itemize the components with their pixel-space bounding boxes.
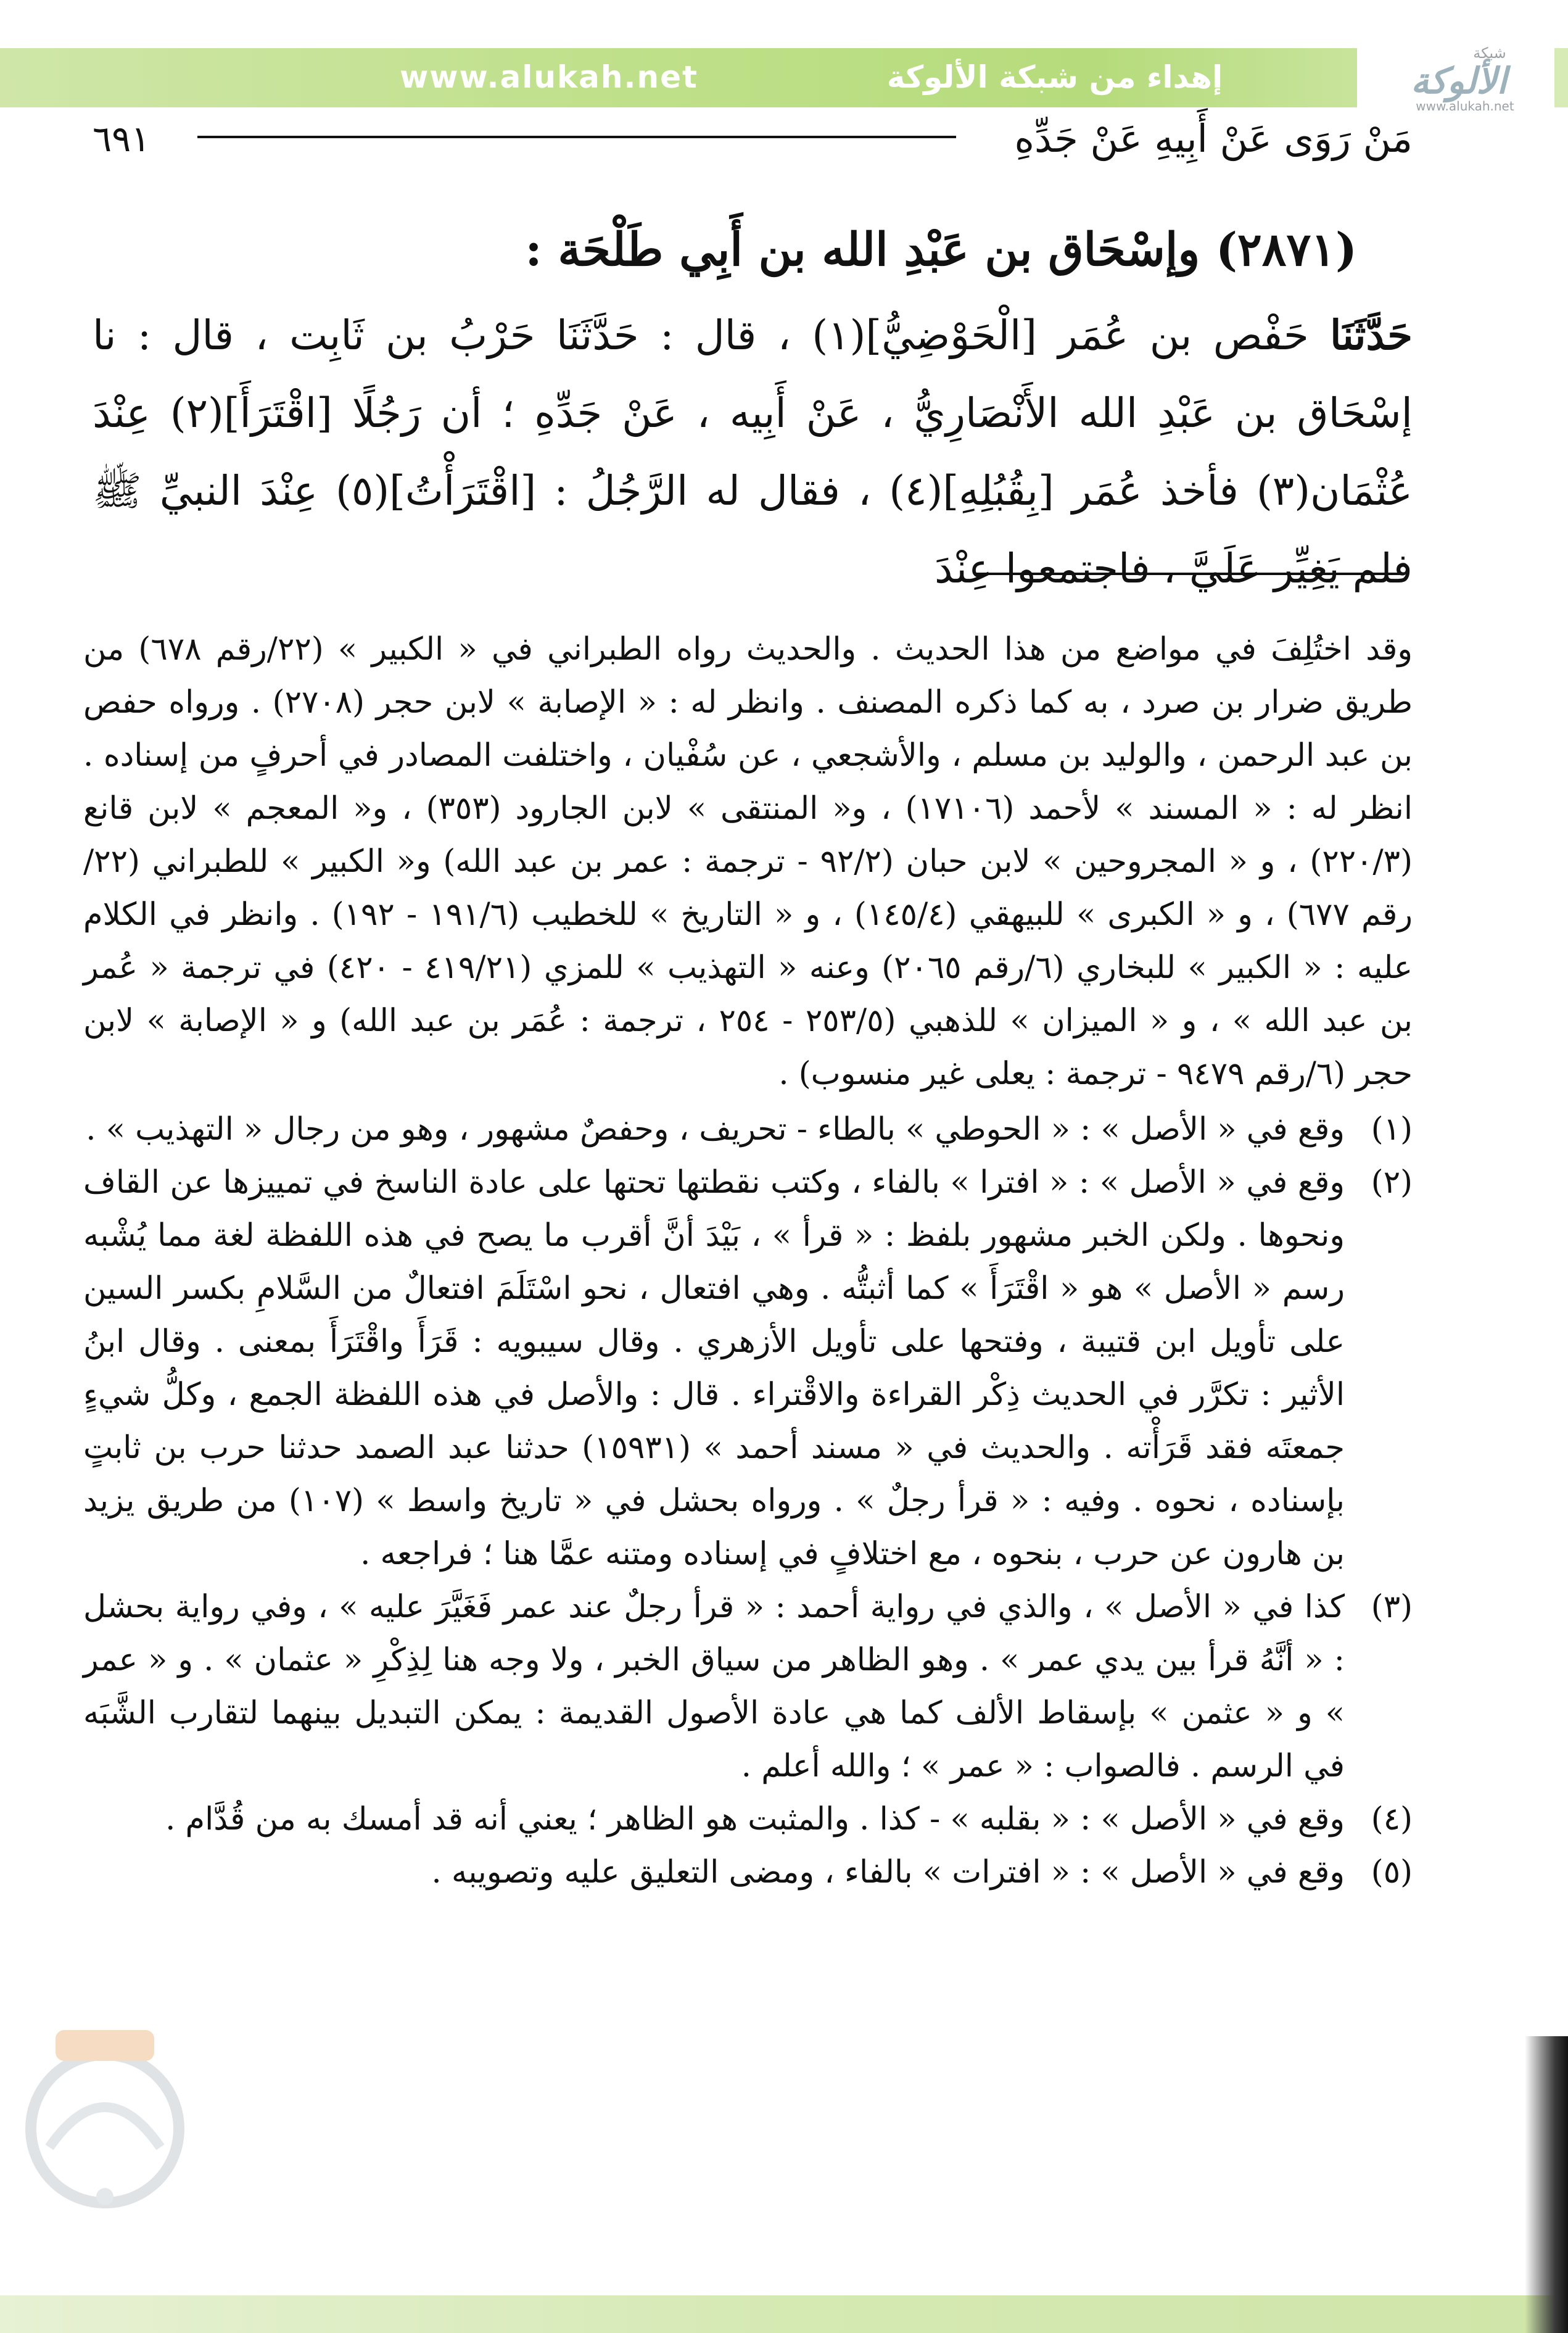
main-text: [93, 296, 1413, 608]
footnote-intro: وقد اختُلِفَ في مواضع من هذا الحديث . والحديث رواه الطبراني في « الكبير » (٢٢/رقم ٦٧٨) من طريق ضرار بن صرد ، به كما ذكره المصنف . وانظر له : « الإصابة » لابن حجر (٢٧٠٨) . ورواه حفص بن عبد الرحمن ، والوليد بن مسلم ، والأشجعي ، عن سُفْيان ، واختلفت المصادر في أحرفٍ من إسناده . انظر له : « المسند » لأحمد (١٧١٠٦) ، و« المنتقى » لابن الجارود (٣٥٣) ، و« المعجم » لابن قانع (٢٢٠/٣) ، و « المجروحين » لابن حبان (٩٢/٢ - ترجمة : عمر بن عبد الله) و« الكبير » للطبراني (٢٢/رقم ٦٧٧) ، و « الكبرى » للبيهقي (١٤٥/٤) ، و « التاريخ » للخطيب (١٩١/٦ - ١٩٢) . وانظر في الكلام عليه : « الكبير » للبخاري (٦/رقم ٢٠٦٥) وعنه « التهذيب » للمزي (٤١٩/٢١ - ٤٢٠) في ترجمة « عُمر بن عبد الله » ، و « الميزان » للذهبي (٢٥٣/٥ - ٢٥٤ ، ترجمة : عُمَر بن عبد الله) و « الإصابة » لابن حجر (٦/رقم ٩٤٧٩ - ترجمة : يعلى غير منسوب) .: [83, 631, 1413, 1092]
footnote-number: (٢): [1371, 1164, 1413, 1201]
footnote-text: وقع في « الأصل » : « افترات » بالفاء ، ومضى التعليق عليه وتصويبه .: [431, 1854, 1345, 1891]
footnote-5: [83, 1846, 1413, 1899]
footnotes: [83, 623, 1413, 1899]
footnote-text: كذا في « الأصل » ، والذي في رواية أحمد : « قرأ رجلٌ عند عمر فَغَيَّرَ عليه » ، وفي رواية بحشل : « أنَّهُ قرأ بين يدي عمر » . وهو الظاهر من سياق الخبر ، ولا وجه هنا لِذِكْرِ « عثمان » . و « عمر » و « عثمن » بإسقاط الألف كما هي عادة الأصول القديمة : يمكن التبديل بينهما لتقارب الشَّبَه في الرسم . فالصواب : « عمر » ؛ والله أعلم .: [83, 1589, 1345, 1784]
main-lead-word: حَدَّثَنَا: [1330, 311, 1413, 359]
bottom-band: [0, 2295, 1568, 2333]
page-number: ٦٩١: [93, 118, 151, 160]
footnote-divider: [975, 573, 1400, 575]
footnote-1: [83, 1103, 1413, 1156]
footnote-text: وقع في « الأصل » : « افترا » بالفاء ، وكتب نقطتها تحتها على عادة الناسخ في تمييزها عن القاف ونحوها . ولكن الخبر مشهور بلفظ : « قرأ » ، بَيْدَ أنَّ أقرب ما يصح في هذه اللفظة لغة مما يُشْبه رسم « الأصل » هو « اقْتَرَأَ » كما أثبتُّه . وهي افتعال ، نحو اسْتَلَمَ افتعالٌ من السَّلامِ بكسر السين على تأويل ابن قتيبة ، وفتحها على تأويل الأزهري . وقال سيبويه : قَرَأَ واقْتَرَأَ بمعنى . وقال ابنُ الأثير : تكرَّر في الحديث ذِكْر القراءة والاقْتراء . قال : والأصل في هذه اللفظة الجمع ، وكلُّ شيءٍ جمعتَه فقد قَرَأْته . والحديث في « مسند أحمد » (١٥٩٣١) حدثنا عبد الصمد حدثنا حرب بن ثابتٍ بإسناده ، نحوه . وفيه : « قرأ رجلٌ » . ورواه بحشل في « تاريخ واسط » (١٠٧) من طريق يزيد بن هارون عن حرب ، بنحوه ، مع اختلافٍ في إسناده ومتنه عمَّا هنا ؛ فراجعه .: [83, 1164, 1345, 1572]
footnote-text: وقع في « الأصل » : « بقلبه » - كذا . والمثبت هو الظاهر ؛ يعني أنه قد أمسك به من قُدَّام .: [165, 1801, 1345, 1838]
side-watermark-icon: [12, 1993, 197, 2227]
running-title: مَنْ رَوَى عَنْ أَبِيهِ عَنْ جَدِّهِ: [1014, 116, 1413, 161]
logo-url-text: www.alukah.net: [1416, 99, 1514, 114]
footnote-3: [83, 1581, 1413, 1793]
footnote-number: (٤): [1371, 1801, 1413, 1838]
watermark-banner: [0, 48, 1568, 107]
running-header: [93, 111, 1413, 167]
entry-heading: (٢٨٧١) وإسْحَاق بن عَبْدِ الله بن أَبِي طَلْحَة :: [525, 223, 1357, 276]
footnote-text: وقع في « الأصل » : « الحوطي » بالطاء - تحريف ، وحفصٌ مشهور ، وهو من رجال « التهذيب » .: [86, 1111, 1345, 1148]
footnote-4: [83, 1793, 1413, 1846]
footnote-number: (٥): [1371, 1854, 1413, 1891]
banner-gift-text: إهداء من شبكة الألوكة: [886, 59, 1223, 95]
footnote-number: (١): [1371, 1111, 1413, 1148]
main-body: حَفْص بن عُمَر [الْحَوْضِيُّ](١) ، قال : حَدَّثَنَا حَرْبُ بن ثَابِت ، قال : نا إسْحَاق بن عَبْدِ الله الأَنْصَارِيُّ ، عَنْ أَبِيه ، عَنْ جَدِّهِ ؛ أن رَجُلًا [اقْتَرَأَ](٢) عِنْدَ عُثْمَان(٣) فأخذ عُمَر [بِقُبُلِهِ](٤) ، فقال له الرَّجُلُ : [اقْتَرَأْتُ](٥) عِنْدَ النبيِّ ﷺ فلم يَغِيِّر عَلَيَّ ، فاجتمعوا عِنْدَ: [93, 312, 1413, 592]
logo-top-text: شبكة: [1473, 44, 1506, 62]
scan-edge-shadow: [1525, 2036, 1568, 2333]
logo-main-text: الألوكة: [1411, 60, 1507, 102]
footnote-2: [83, 1156, 1413, 1581]
banner-url: www.alukah.net: [400, 59, 698, 95]
main-paragraph: [93, 296, 1413, 608]
footnote-number: (٣): [1371, 1589, 1413, 1625]
header-rule: [197, 136, 956, 138]
